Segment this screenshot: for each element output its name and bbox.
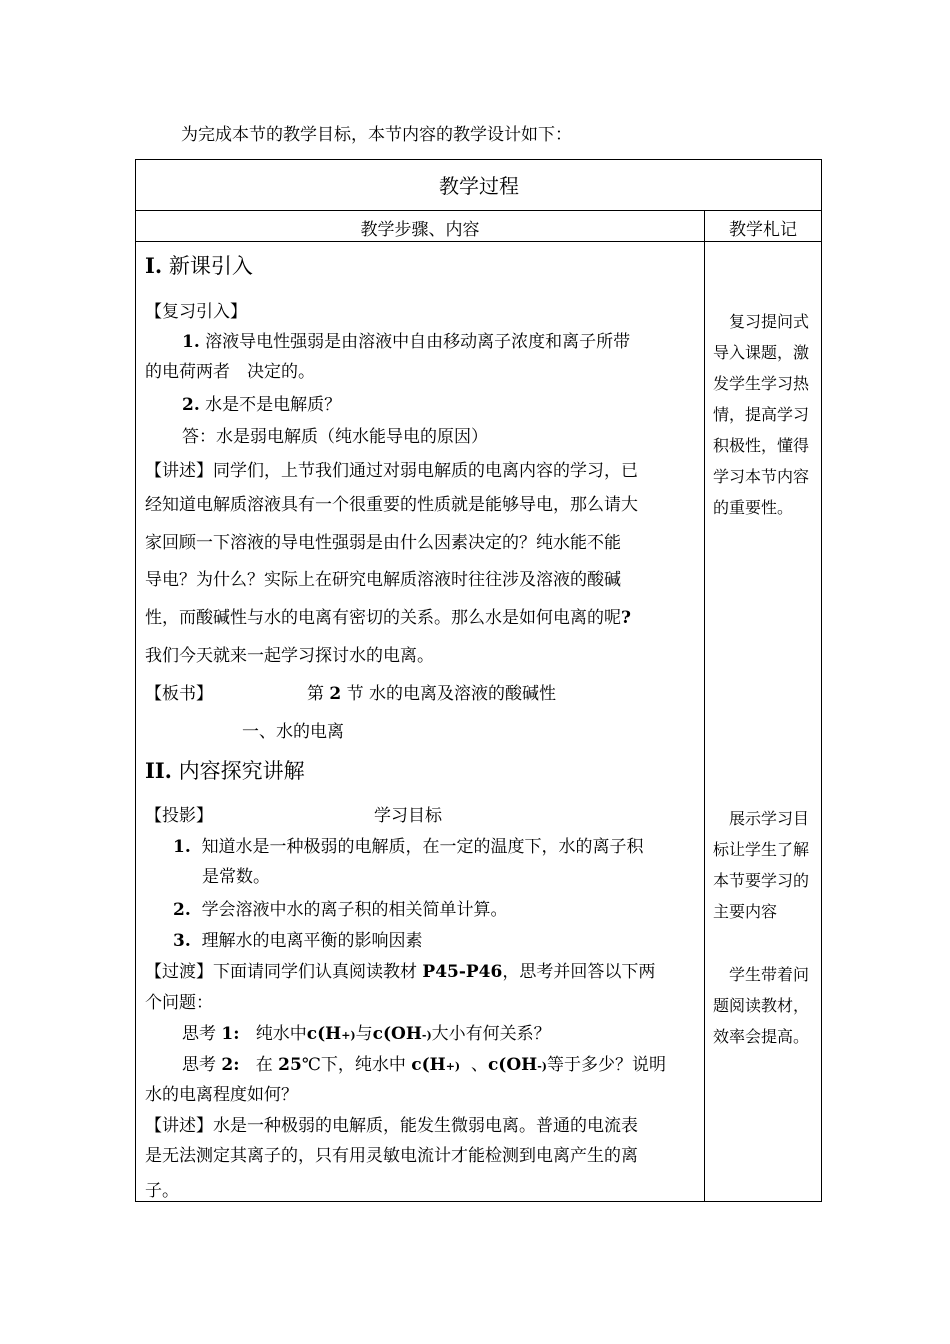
lecture-line-1: 【讲述】同学们，上节我们通过对弱电解质的电离内容的学习，已 [145,461,638,481]
table-divider-title [136,210,821,211]
review-tag: 【复习引入】 [145,302,247,322]
note-review: 复习提问式导入课题，激发学生学习热情，提高学习积极性，懂得学习本节内容的重要性。 [713,312,810,517]
goal-1: 1. 知道水是一种极弱的电解质，在一定的温度下，水的离子积 [173,837,644,857]
review-item-2: 2. 水是不是电解质？ [182,395,342,415]
goal-2: 2. 学会溶液中水的离子积的相关简单计算。 [173,900,508,920]
teaching-process-table [135,159,822,1202]
transition-line-2: 个问题： [145,993,213,1013]
board-title: 第 2 节 水的电离及溶液的酸碱性 [307,684,557,704]
intro-sentence: 为完成本节的教学目标，本节内容的教学设计如下： [181,125,572,145]
transition-line-1: 【过渡】下面请同学们认真阅读教材 P45-P46，思考并回答以下两 [145,962,656,982]
lecture-line-5: 性，而酸碱性与水的电离有密切的关系。那么水是如何电离的呢? [145,608,631,628]
table-divider-header [136,241,821,242]
section-heading-1: I. 新课引入 [145,253,253,278]
table-title: 教学过程 [439,174,519,198]
lecture-2-line-2: 是无法测定其离子的，只有用灵敏电流计才能检测到电离产生的离 [145,1146,638,1166]
think-question-2: 思考 2: 在 25℃下，纯水中 c(H+) 、c(OH-)等于多少？说明 [182,1055,666,1075]
learning-goals-title: 学习目标 [374,806,442,826]
note-reading: 学生带着问题阅读教材，效率会提高。 [713,965,810,1046]
lecture-2-line-3: 子。 [145,1181,179,1201]
lecture-line-6: 我们今天就来一起学习探讨水的电离。 [145,646,434,666]
table-column-divider [704,210,705,1201]
review-item-1-cont: 的电荷两者 决定的。 [145,362,315,382]
goal-1-cont: 是常数。 [202,867,270,887]
think-question-2-cont: 水的电离程度如何？ [145,1085,298,1105]
note-goals: 展示学习目标让学生了解本节要学习的主要内容 [713,809,810,921]
lecture-2-line-1: 【讲述】水是一种极弱的电解质，能发生微弱电离。普通的电流表 [145,1116,638,1136]
lecture-line-3: 家回顾一下溶液的导电性强弱是由什么因素决定的？纯水能不能 [145,533,621,553]
goal-3: 3. 理解水的电离平衡的影响因素 [173,931,423,951]
lecture-line-2: 经知道电解质溶液具有一个很重要的性质就是能够导电，那么请大 [145,495,638,515]
review-answer: 答：水是弱电解质（纯水能导电的原因） [182,427,488,447]
board-tag: 【板书】 [145,684,213,704]
column-header-notes: 教学札记 [729,220,797,240]
column-header-steps: 教学步骤、内容 [360,220,480,240]
think-question-1: 思考 1: 纯水中c(H+)与c(OH-)大小有何关系？ [182,1024,551,1044]
projection-tag: 【投影】 [145,806,213,826]
lecture-line-4: 导电？为什么？实际上在研究电解质溶液时往往涉及溶液的酸碱 [145,570,621,590]
review-item-1: 1. 溶液导电性强弱是由溶液中自由移动离子浓度和离子所带 [182,332,631,352]
board-subtitle: 一、水的电离 [242,722,344,742]
section-heading-2: II. 内容探究讲解 [145,758,305,783]
